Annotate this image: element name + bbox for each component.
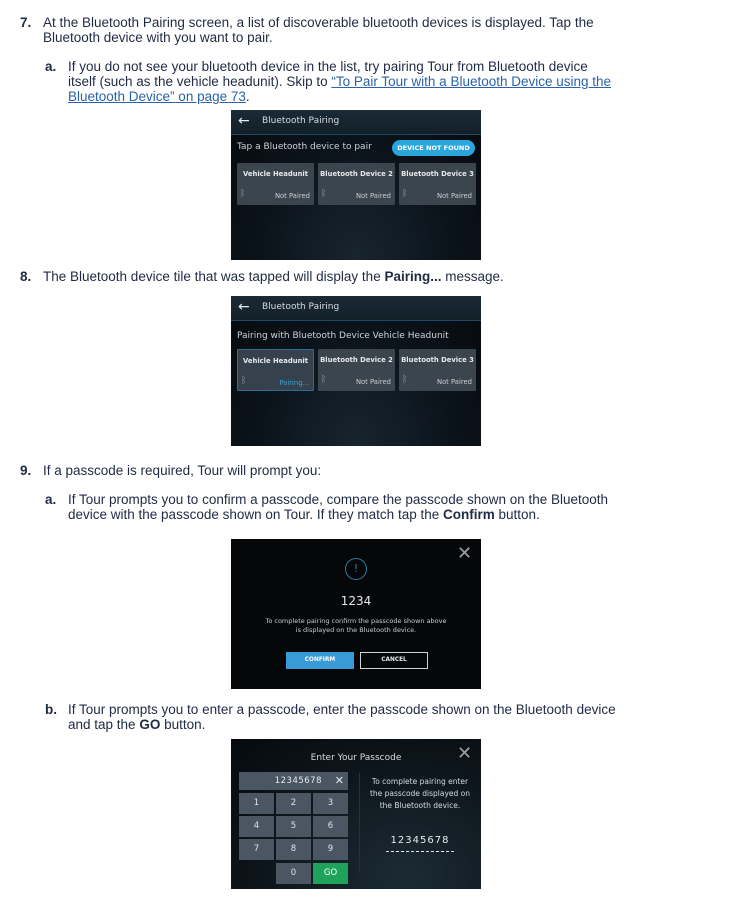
pairing-status-text: Pairing with Bluetooth Device Vehicle Headunit	[237, 331, 449, 341]
substep-letter: a.	[45, 59, 57, 74]
device-tile[interactable]	[318, 349, 395, 391]
close-icon[interactable]: ✕	[457, 543, 473, 564]
cancel-button[interactable]: CANCEL	[360, 652, 428, 669]
info-line: the Bluetooth device.	[379, 801, 461, 810]
substep-line1: If Tour prompts you to confirm a passcode, compare the passcode shown on the Bluetooth	[68, 492, 609, 507]
substep-line2	[68, 507, 540, 522]
confirm-keyword: Confirm	[442, 507, 495, 522]
back-arrow-icon[interactable]: ←	[238, 113, 250, 129]
step-number: 8.	[20, 269, 32, 284]
substep-line2	[68, 74, 611, 89]
step-text-suffix: message.	[441, 269, 504, 284]
divider	[359, 773, 360, 873]
device-not-found-button[interactable]: DEVICE NOT FOUND	[392, 140, 475, 156]
device-status: Pairing...	[279, 379, 309, 387]
device-tile[interactable]	[399, 163, 476, 205]
period: .	[245, 89, 250, 104]
passcode-entered: 12345678	[274, 776, 322, 786]
go-button[interactable]: GO	[313, 863, 348, 884]
substep-text: and tap the	[68, 717, 140, 732]
step-text-line1: At the Bluetooth Pairing screen, a list of discoverable bluetooth devices is displayed. Tap the	[43, 15, 594, 30]
bluetooth-icon: ᛒ	[240, 189, 246, 199]
substep-text: device with the passcode shown on Tour. If they match tap the	[68, 507, 443, 522]
key-9[interactable]: 9	[313, 839, 348, 860]
confirm-passcode-dialog	[231, 539, 481, 689]
substep-line1: If Tour prompts you to enter a passcode, enter the passcode shown on the Bluetooth device	[68, 702, 616, 717]
close-icon[interactable]: ✕	[457, 743, 473, 764]
screen-header	[231, 110, 481, 135]
alert-icon: !	[345, 558, 367, 580]
info-line: the passcode displayed on	[369, 789, 471, 798]
device-tile-selected[interactable]	[237, 349, 314, 391]
step-text	[43, 269, 504, 284]
bluetooth-icon: ᛒ	[402, 375, 408, 385]
device-name: Bluetooth Device 3	[401, 356, 474, 364]
device-status: Not Paired	[355, 378, 391, 386]
device-tile[interactable]	[318, 163, 395, 205]
backspace-icon[interactable]: ✕	[334, 774, 344, 787]
key-0[interactable]: 0	[276, 863, 311, 884]
step-number: 9.	[20, 463, 32, 478]
substep-line2	[68, 717, 205, 732]
key-8[interactable]: 8	[276, 839, 311, 860]
screen-title: Bluetooth Pairing	[262, 302, 340, 312]
enter-passcode-screen	[231, 739, 481, 889]
passcode-instructions	[364, 776, 476, 812]
key-5[interactable]: 5	[276, 816, 311, 837]
device-name: Bluetooth Device 2	[320, 356, 393, 364]
bluetooth-icon: ᛒ	[241, 376, 247, 386]
device-status: Not Paired	[355, 192, 391, 200]
step-number: 7.	[20, 15, 32, 30]
device-tile[interactable]	[237, 163, 314, 205]
device-status: Not Paired	[436, 192, 472, 200]
substep-letter: b.	[45, 702, 57, 717]
passcode-display: 12345678	[390, 835, 450, 846]
go-keyword: GO	[139, 717, 161, 732]
substep-line2-text: itself (such as the vehicle headunit). Skip to	[68, 74, 332, 89]
step-text-line2: Bluetooth device with you want to pair.	[43, 30, 273, 45]
device-status: Not Paired	[274, 192, 310, 200]
substep-text-suffix: button.	[160, 717, 206, 732]
device-name: Bluetooth Device 3	[401, 170, 474, 178]
device-name: Vehicle Headunit	[242, 357, 308, 365]
key-7[interactable]: 7	[239, 839, 274, 860]
device-name: Bluetooth Device 2	[320, 170, 393, 178]
key-3[interactable]: 3	[313, 793, 348, 814]
message-line: To complete pairing confirm the passcode shown above	[265, 617, 447, 625]
key-1[interactable]: 1	[239, 793, 274, 814]
substep-text-suffix: button.	[494, 507, 540, 522]
passcode-value: 1234	[340, 594, 372, 608]
confirm-button[interactable]: CONFIRM	[286, 652, 354, 669]
pairing-keyword: Pairing...	[384, 269, 442, 284]
substep-line1: If you do not see your bluetooth device in the list, try pairing Tour from Bluetooth device	[68, 59, 588, 74]
passcode-input[interactable]	[239, 772, 348, 790]
screen-header	[231, 296, 481, 321]
bluetooth-icon: ᛒ	[402, 189, 408, 199]
back-arrow-icon[interactable]: ←	[238, 299, 250, 315]
device-status: Not Paired	[436, 378, 472, 386]
step-text: If a passcode is required, Tour will prompt you:	[43, 463, 322, 478]
key-4[interactable]: 4	[239, 816, 274, 837]
screen-title: Bluetooth Pairing	[262, 116, 340, 126]
cross-reference-link[interactable]: “To Pair Tour with a Bluetooth Device using the	[331, 74, 612, 89]
substep-letter: a.	[45, 492, 57, 507]
device-name: Vehicle Headunit	[242, 170, 308, 178]
bluetooth-pairing-screen	[231, 110, 481, 260]
key-2[interactable]: 2	[276, 793, 311, 814]
cross-reference-link-cont[interactable]: Bluetooth Device” on page 73	[68, 89, 246, 104]
bluetooth-pairing-in-progress-screen	[231, 296, 481, 446]
info-line: To complete pairing enter	[371, 777, 469, 786]
message-line: is displayed on the Bluetooth device.	[295, 626, 417, 634]
bluetooth-icon: ᛒ	[321, 189, 327, 199]
passcode-underline	[386, 851, 454, 853]
key-6[interactable]: 6	[313, 816, 348, 837]
step-text-prefix: The Bluetooth device tile that was tapped will display the	[43, 269, 385, 284]
instruction-text: Tap a Bluetooth device to pair	[237, 142, 372, 152]
bluetooth-icon: ᛒ	[321, 375, 327, 385]
screen-title: Enter Your Passcode	[310, 753, 402, 763]
confirm-message	[251, 617, 461, 635]
device-tile[interactable]	[399, 349, 476, 391]
substep-line3	[68, 89, 250, 104]
